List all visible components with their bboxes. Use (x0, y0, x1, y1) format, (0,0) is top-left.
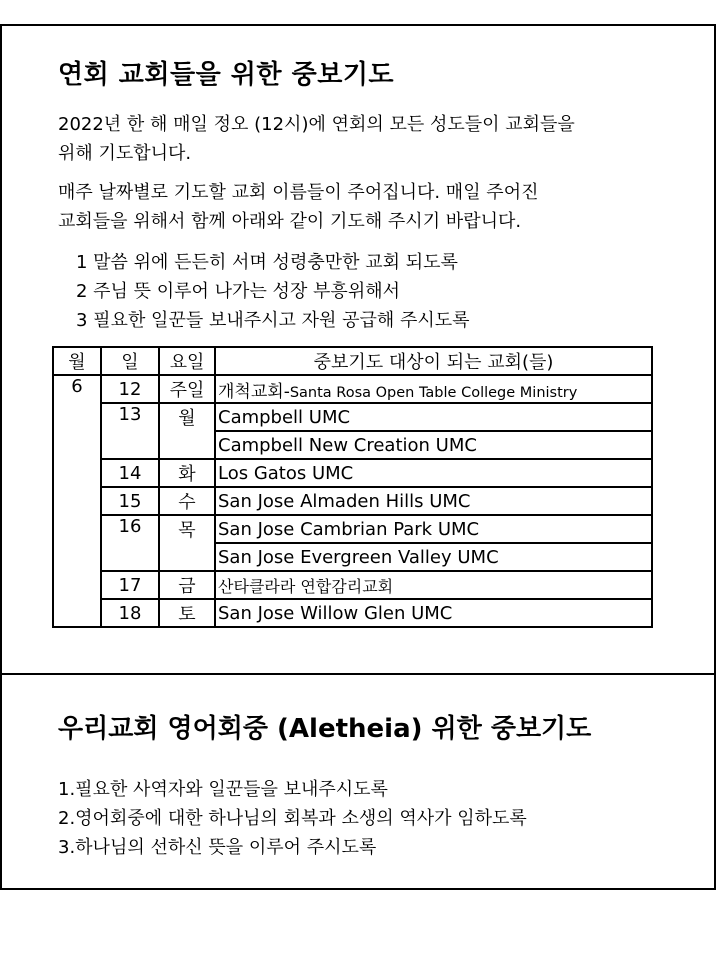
weekday-cell: 금 (159, 571, 215, 599)
church-cell: San Jose Almaden Hills UMC (215, 487, 652, 515)
day-cell: 16 (101, 515, 159, 571)
table-header-row (53, 347, 652, 375)
month-cell: 6 (53, 375, 101, 627)
prayer-item: 1 말씀 위에 든든히 서며 성령충만한 교회 되도록 (76, 252, 458, 273)
section-divider (0, 673, 716, 675)
prayer-item: 2 주님 뜻 이루어 나가는 성장 부흥위해서 (76, 281, 400, 302)
table-row (53, 403, 652, 431)
instruction-paragraph (58, 178, 538, 236)
day-cell: 17 (101, 571, 159, 599)
intro-paragraph (58, 110, 575, 168)
section2-title: 우리교회 영어회중 (Aletheia) 위한 중보기도 (58, 714, 592, 744)
day-cell: 14 (101, 459, 159, 487)
church-cell: San Jose Willow Glen UMC (215, 599, 652, 627)
section1-title: 연회 교회들을 위한 중보기도 (58, 60, 395, 90)
weekday-cell: 주일 (159, 375, 215, 403)
church-cell: Campbell New Creation UMC (215, 431, 652, 459)
weekday-cell: 월 (159, 403, 215, 459)
header-weekday: 요일 (159, 347, 215, 375)
weekday-cell: 목 (159, 515, 215, 571)
intro-line-2: 위해 기도합니다. (58, 143, 192, 164)
table-row (53, 571, 652, 599)
table-row (53, 487, 652, 515)
weekday-cell: 토 (159, 599, 215, 627)
weekday-cell: 수 (159, 487, 215, 515)
day-cell: 18 (101, 599, 159, 627)
header-month: 월 (53, 347, 101, 375)
english-congregation-prayer-list (58, 775, 527, 862)
instruction-line-1: 매주 날짜별로 기도할 교회 이름들이 주어집니다. 매일 주어진 (58, 182, 539, 203)
prayer-item: 1.필요한 사역자와 일꾼들을 보내주시도록 (58, 779, 388, 800)
church-name-ko: 개척교회- (218, 381, 290, 402)
intro-line-1: 2022년 한 해 매일 정오 (12시)에 연회의 모든 성도들이 교회들을 (58, 114, 575, 135)
instruction-line-2: 교회들을 위해서 함께 아래와 같이 기도해 주시기 바랍니다. (58, 211, 522, 232)
table-row (53, 375, 652, 403)
day-cell: 13 (101, 403, 159, 459)
church-cell: San Jose Cambrian Park UMC (215, 515, 652, 543)
table-row (53, 599, 652, 627)
prayer-item: 3.하나님의 선하신 뜻을 이루어 주시도록 (58, 837, 377, 858)
weekday-cell: 화 (159, 459, 215, 487)
church-cell: Los Gatos UMC (215, 459, 652, 487)
header-day: 일 (101, 347, 159, 375)
prayer-item: 3 필요한 일꾼들 보내주시고 자원 공급해 주시도록 (76, 310, 470, 331)
day-cell: 12 (101, 375, 159, 403)
church-cell: 산타클라라 연합감리교회 (215, 571, 652, 599)
church-name-en: Santa Rosa Open Table College Ministry (289, 384, 578, 401)
church-cell: San Jose Evergreen Valley UMC (215, 543, 652, 571)
header-churches: 중보기도 대상이 되는 교회(들) (215, 347, 652, 375)
prayer-schedule-table (52, 346, 653, 628)
prayer-item: 2.영어회중에 대한 하나님의 회복과 소생의 역사가 임하도록 (58, 808, 527, 829)
prayer-list (76, 248, 470, 335)
church-cell: Campbell UMC (215, 403, 652, 431)
table-row (53, 515, 652, 543)
church-cell (215, 375, 652, 403)
table-row (53, 459, 652, 487)
day-cell: 15 (101, 487, 159, 515)
